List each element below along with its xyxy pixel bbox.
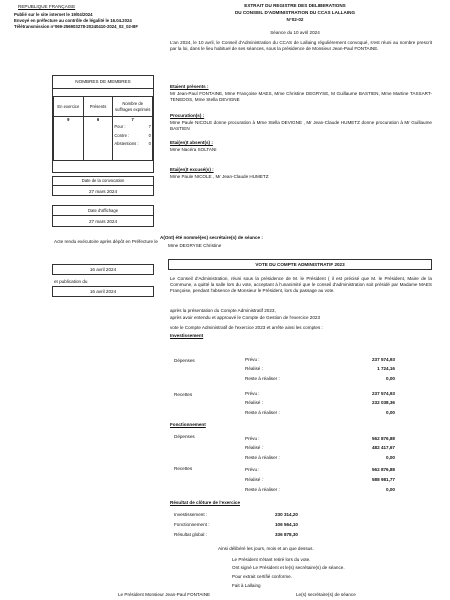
- affichage-box: [52, 205, 154, 227]
- inv-dep-reste-label: Reste à réaliser :: [245, 376, 280, 381]
- fonc-dep-prevu-value: 562 876,88: [372, 436, 395, 441]
- header-votes: Nombre de suffrages exprimés: [113, 97, 153, 117]
- sent-line: Envoyé en préfecture au contrôle de légalité le 16.04.2024: [14, 18, 132, 23]
- inv-rec-realise-value: 232 038,36: [372, 400, 395, 405]
- header-present: Présents: [83, 97, 113, 117]
- inv-rec-reste-value: 0,00: [386, 410, 395, 415]
- pour-value: 7: [148, 124, 151, 130]
- inv-rec-realise-label: Réalisé :: [245, 400, 263, 405]
- affichage-label: Date d'affichage: [53, 206, 153, 216]
- abstentions-label: Abstentions :: [114, 141, 139, 147]
- affichage-date: 27 mars 2024: [88, 219, 118, 224]
- excused-title: Etai(en)t excusé(s) :: [170, 167, 214, 172]
- value-votes: 7: [131, 117, 134, 122]
- vote-text: Le Conseil d'Administration, réuni sous la présidence de M. le Président ( il est précisé que M. le Président, Maire de la Commune, a quitté la salle lors du vote, acceptant à l'unanimité que le conseil d'administration soit présidé par Madame MAES Françoise, pendant l'absence de Monsieur le Président, lors du passage au vote.: [170, 276, 432, 293]
- proxy-text: Mme Paule NICOLE donne procuration à Mme Stella DEVIGNE , Mr Jean-Claude HUMETZ donne procuration à Mr Guillaume BASTIEN: [170, 120, 432, 131]
- fonc-rec-realise-label: Réalisé :: [245, 477, 263, 482]
- value-present: 6: [83, 117, 113, 161]
- fonctionnement-title: Fonctionnement: [170, 422, 206, 427]
- vote-line-2: après la présentation du Compte Administratif 2023,: [170, 308, 276, 313]
- signature-secretary: Le(s) secrétaire(s) de séance: [296, 592, 356, 597]
- fonc-rec-prevu-value: 562 876,88: [372, 467, 395, 472]
- abstentions-value: 0: [148, 141, 151, 147]
- inv-rec-prevu-value: 237 574,93: [372, 391, 395, 396]
- session-date: Séance du 10 avril 2024: [270, 30, 320, 35]
- closing-line-4: Pour extrait certifié conforme.: [232, 574, 292, 579]
- value-exercise: 9: [54, 117, 84, 161]
- contre-value: 0: [148, 132, 151, 138]
- absent-text: Mme Nacéra SOLTANI: [170, 147, 217, 152]
- pour-label: Pour :: [114, 124, 126, 130]
- inv-depenses-label: Dépenses: [174, 358, 195, 363]
- secretary-title: A(Ont) été nommé(es) secrétaire(s) de séance :: [160, 235, 263, 240]
- inv-dep-realise-value: 1 724,16: [377, 366, 395, 371]
- proxy-title: Procuration(s) :: [170, 113, 205, 118]
- contre-label: Contre :: [114, 132, 130, 138]
- res-inv-value: 230 314,20: [275, 512, 298, 517]
- closing-line-5: Fait à Lallaing: [232, 583, 261, 588]
- vote-title: VOTE DU COMPTE ADMINISTRATIF 2023: [168, 259, 432, 270]
- fonc-rec-realise-value: 588 981,77: [372, 477, 395, 482]
- closing-line-3: Ont signé Le Président et le(s) secrétaire(s) de séance.: [232, 565, 345, 570]
- closing-line-2: Le Président s'étant retiré lors du vote.: [232, 557, 311, 562]
- fonc-dep-reste-value: 0,00: [386, 455, 395, 460]
- republic-label: REPUBLIQUE FRANÇAISE: [18, 4, 76, 9]
- members-box: [52, 75, 154, 173]
- fonc-recettes-label: Recettes: [174, 466, 193, 471]
- fonc-rec-prevu-label: Prévu :: [245, 467, 260, 472]
- fonc-dep-reste-label: Reste à réaliser :: [245, 455, 280, 460]
- convocation-date: 27 mars 2024: [88, 189, 118, 194]
- publication-date: 16 avril 2024: [52, 286, 154, 297]
- res-fonc-label: Fonctionnement :: [174, 522, 210, 527]
- fonc-depenses-label: Dépenses: [174, 434, 195, 439]
- convocation-label: Date de la convocation: [53, 177, 153, 186]
- res-glob-label: Résultat global :: [174, 532, 207, 537]
- members-title: NOMBRES DE MEMBRES: [53, 76, 153, 89]
- inv-dep-reste-value: 0,00: [386, 376, 395, 381]
- doc-title-2: DU CONSEIL D'ADMINISTRATION DU CCAS LALLAING: [234, 10, 356, 15]
- acte-label: Acte rendu exécutoire après dépôt en Préfecture le: [54, 239, 158, 244]
- vote-line-4: vote le Compte Administratif de l'exercice 2023 et arrête ainsi les comptes :: [170, 325, 323, 330]
- inv-recettes-label: Recettes: [174, 392, 193, 397]
- doc-number: N°02-02: [286, 17, 304, 22]
- excused-text: Mme Paule NICOLE , Mr Jean-Claude HUMETZ: [170, 174, 269, 179]
- inv-rec-prevu-label: Prévu :: [245, 391, 260, 396]
- res-inv-label: Investissement :: [174, 512, 208, 517]
- convocation-box: [52, 176, 154, 196]
- posted-line: Publié sur le site internet le 19/04/2024: [14, 12, 93, 17]
- fonc-dep-realise-label: Réalisé :: [245, 445, 263, 450]
- secretary-text: Mme DEGRYSE Christine: [168, 243, 222, 248]
- res-glob-value: 336 878,30: [275, 532, 298, 537]
- acte-date: 16 avril 2024: [52, 264, 154, 275]
- fonc-dep-prevu-label: Prévu :: [245, 436, 260, 441]
- publication-label: et publication du: [54, 279, 88, 284]
- inv-dep-realise-label: Réalisé :: [245, 366, 263, 371]
- votes-cell: [113, 117, 153, 161]
- fonc-rec-reste-value: 0,00: [386, 487, 395, 492]
- absent-title: Etai(en)t absent(s) :: [170, 140, 213, 145]
- inv-dep-prevu-label: Prévu :: [245, 357, 260, 362]
- intro-paragraph: L'an 2024, le 10 avril, le Conseil d'Administration du CCAS de Lallaing régulièrement convoqué, s'est réuni au nombre prescrit par la loi, dans le lieu habituel de ses séances, sous la présidence de Monsieur Jean-Paul FONTAINE.: [170, 40, 432, 51]
- fonc-dep-realise-value: 482 417,67: [372, 445, 395, 450]
- header-exercise: En exercice: [54, 97, 84, 117]
- transmission-line: Télétransmission n°069-256903278-20240410-2024_02_02-BF: [14, 24, 139, 29]
- closing-line-1: Ainsi délibéré les jours, mois et an que dessus.: [218, 546, 314, 551]
- inv-rec-reste-label: Reste à réaliser :: [245, 410, 280, 415]
- inv-dep-prevu-value: 237 574,93: [372, 357, 395, 362]
- res-fonc-value: 106 564,10: [275, 522, 298, 527]
- members-table: [53, 96, 153, 161]
- signature-president: Le Président Monsieur Jean-Paul FONTAINE: [118, 592, 211, 597]
- investissement-title: Investissement: [170, 333, 204, 338]
- fonc-rec-reste-label: Reste à réaliser :: [245, 487, 280, 492]
- doc-title-1: EXTRAIT DU REGISTRE DES DELIBERATIONS: [244, 3, 346, 8]
- vote-line-3: après avoir entendu et approuvé le Compte de Gestion de l'exercice 2023: [170, 315, 321, 320]
- present-title: Etaient présents :: [170, 84, 209, 89]
- present-text: Mr Jean-Paul FONTAINE, Mme Françoise MAES, Mme Christine DEGRYSE, M Guillaume BASTIEN, Mme Martine TASSART-TENEDOS, Mme Stella DEVIGNE: [170, 91, 432, 102]
- resultat-title: Résultat de clôture de l'exercice: [170, 500, 241, 505]
